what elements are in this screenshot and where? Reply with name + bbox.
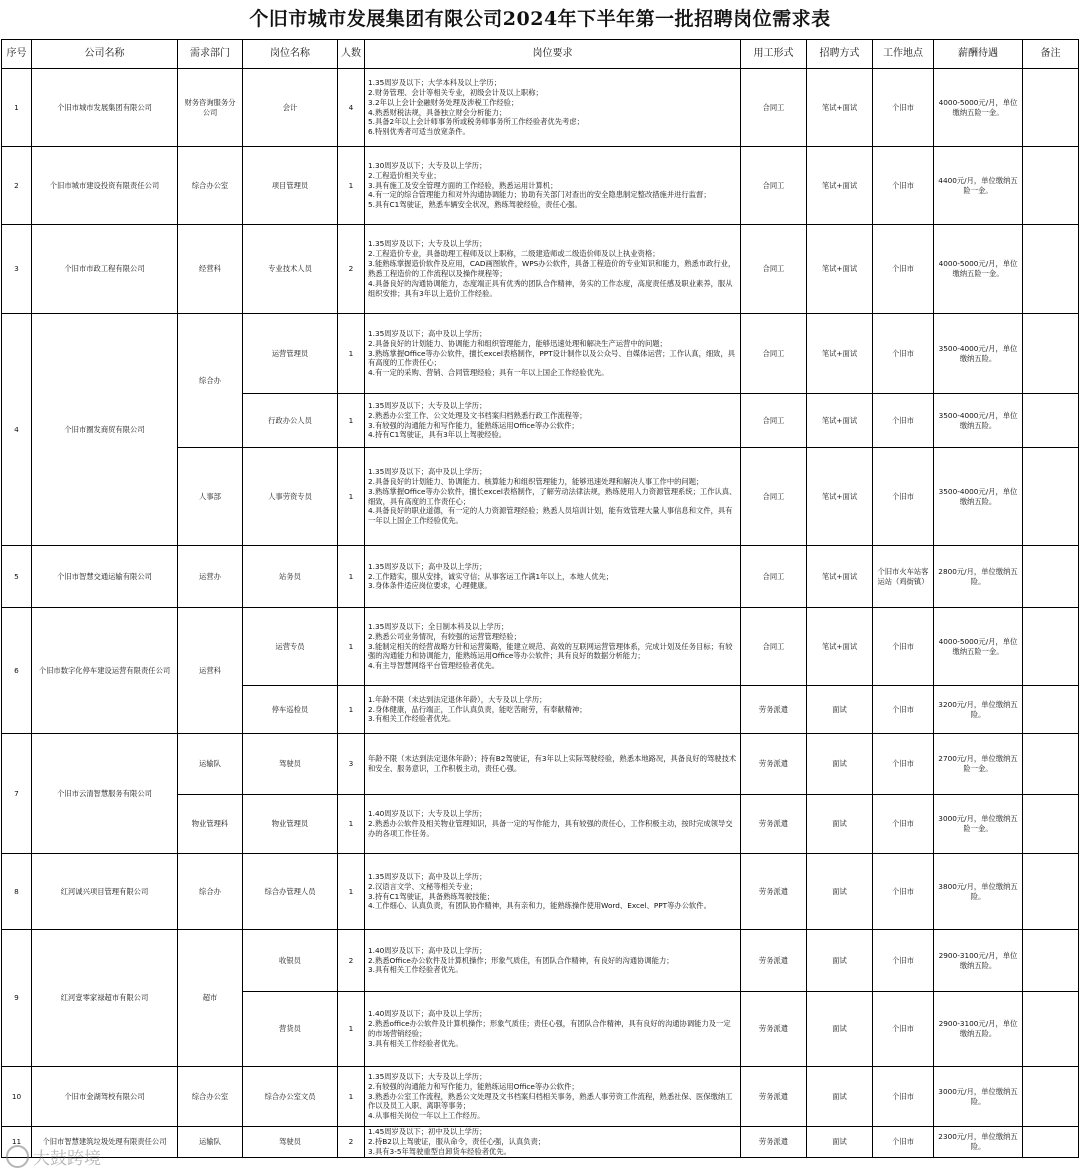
- col-header-requirements: 岗位要求: [365, 40, 741, 69]
- col-header-position: 岗位名称: [243, 40, 338, 69]
- cell-work-place: 个旧市: [873, 448, 934, 546]
- cell-employment-form: 合同工: [741, 546, 807, 608]
- cell-remarks: [1023, 69, 1079, 147]
- table-row: [2, 69, 1079, 147]
- cell-salary: 2800元/月，单位缴纳五险。: [934, 546, 1023, 608]
- cell-seq: 5: [2, 546, 32, 608]
- cell-requirements: 1.40周岁及以下；大专及以上学历； 2.熟悉办公软件及相关物业管理知识，具备一定的写作能力，具有较强的责任心，工作积极主动，按时完成领导交办的各项工作任务。: [365, 795, 741, 854]
- col-header-employment-form: 用工形式: [741, 40, 807, 69]
- cell-seq: 4: [2, 314, 32, 546]
- cell-position: 项目管理员: [243, 147, 338, 225]
- cell-requirements: 1.30周岁及以下；大专及以上学历； 2.工程造价相关专业； 3.具有施工及安全管理方面的工作经验，熟悉运用计算机； 4.有一定的综合管理能力和对外沟通协调能力；协助有关部门对查出的安全隐患制定整改措施并进行监督； 5.具有C1驾驶证，熟悉车辆安全状况，熟练驾驶经验，责任心强。: [365, 147, 741, 225]
- cell-requirements: 1.35周岁及以下；大专及以上学历； 2.有较强的沟通能力和写作能力，能熟练运用Office等办公软件； 3.熟悉办公室工作流程，熟悉公文处理及文书档案归档相关事务，熟悉人事劳资工作流程，熟悉社保、医保缴纳工作以及员工入职、离职等事务； 4.从事相关岗位一年以上工作经历。: [365, 1067, 741, 1127]
- col-header-count: 人数: [338, 40, 365, 69]
- cell-requirements: 1.35周岁及以下；大专及以上学历； 2.工程造价专业，具备助理工程师及以上职称，二级建造师或二级造价师及以上执业资格； 3.能熟练掌握造价软件及应用，CAD画图软件，WPS办公软件，具备工程造价的专业知识和能力，熟悉市政行业，熟悉工程造价的工作流程以及操作规程等； 4.具备良好的沟通协调能力，态度端正具有优秀的团队合作精神，务实的工作态度，高度责任感及职业素养，服从组织安排；具有3年以上造价工作经验。: [365, 225, 741, 314]
- cell-position: 会计: [243, 69, 338, 147]
- cell-dept: 人事部: [178, 448, 243, 546]
- cell-count: 1: [338, 448, 365, 546]
- cell-count: 1: [338, 795, 365, 854]
- table-row: [2, 1127, 1079, 1158]
- cell-requirements: 1.40周岁及以下；高中及以上学历； 2.熟悉office办公软件及计算机操作；形象气质佳；责任心强，有团队合作精神，具有良好的沟通协调能力及一定的市场营销经验； 3.具有相关工作经验者优先。: [365, 992, 741, 1067]
- cell-requirements: 1.35周岁及以下；全日制本科及以上学历； 2.熟悉公司业务情况，有较强的运营管理经验； 3.能制定相关的经营战略方针和运营策略，能建立规范、高效的互联网运营管理体系，完成计划及任务目标；有较强的沟通能力和协调能力，能熟练运用Office等办公软件；具有良好的数据分析能力； 4.有主导智慧网络平台管理经验者优先。: [365, 608, 741, 686]
- recruitment-table: [1, 39, 1079, 1158]
- cell-requirements: 1.35周岁及以下；大专及以上学历； 2.熟悉办公室工作、公文处理及文书档案归档熟悉行政工作流程等； 3.有较强的沟通能力和写作能力，能熟练运用Office等办公软件； 4.持有C1驾驶证，具有3年以上驾驶经验。: [365, 394, 741, 448]
- cell-recruit-method: 面试: [807, 1067, 873, 1127]
- cell-work-place: 个旧市: [873, 608, 934, 686]
- page-title: 个旧市城市发展集团有限公司2024年下半年第一批招聘岗位需求表: [249, 8, 831, 30]
- cell-count: 1: [338, 314, 365, 394]
- cell-remarks: [1023, 448, 1079, 546]
- cell-count: 1: [338, 608, 365, 686]
- cell-salary: 3500-4000元/月，单位缴纳五险。: [934, 394, 1023, 448]
- cell-count: 1: [338, 686, 365, 734]
- cell-recruit-method: 笔试+面试: [807, 394, 873, 448]
- cell-remarks: [1023, 314, 1079, 394]
- cell-company: 个旧市城市发展集团有限公司: [32, 69, 178, 147]
- cell-company: 个旧市数字化停车建设运营有限责任公司: [32, 608, 178, 734]
- cell-remarks: [1023, 1127, 1079, 1158]
- cell-company: 个旧市智慧建筑垃圾处理有限责任公司: [32, 1127, 178, 1158]
- table-row: [2, 1067, 1079, 1127]
- cell-company: 红河诚兴项目管理有限公司: [32, 854, 178, 930]
- col-header-salary: 薪酬待遇: [934, 40, 1023, 69]
- cell-employment-form: 合同工: [741, 394, 807, 448]
- col-header-dept: 需求部门: [178, 40, 243, 69]
- cell-recruit-method: 笔试+面试: [807, 225, 873, 314]
- cell-employment-form: 合同工: [741, 225, 807, 314]
- table-row: [2, 734, 1079, 795]
- cell-salary: 3000元/月，单位缴纳五险一金。: [934, 795, 1023, 854]
- cell-position: 综合办公室文员: [243, 1067, 338, 1127]
- cell-work-place: 个旧市: [873, 686, 934, 734]
- cell-remarks: [1023, 394, 1079, 448]
- cell-salary: 3500-4000元/月，单位缴纳五险。: [934, 314, 1023, 394]
- cell-recruit-method: 笔试+面试: [807, 147, 873, 225]
- cell-company: 个旧市城市建设投资有限责任公司: [32, 147, 178, 225]
- cell-work-place: 个旧市: [873, 930, 934, 992]
- cell-dept: 综合办: [178, 854, 243, 930]
- cell-dept: 经营科: [178, 225, 243, 314]
- cell-employment-form: 劳务派遣: [741, 1127, 807, 1158]
- table-row: [2, 314, 1079, 394]
- cell-recruit-method: 面试: [807, 686, 873, 734]
- cell-remarks: [1023, 147, 1079, 225]
- cell-work-place: 个旧市: [873, 1067, 934, 1127]
- cell-position: 专业技术人员: [243, 225, 338, 314]
- cell-count: 4: [338, 69, 365, 147]
- cell-work-place: 个旧市火车站客运站（鸡街镇）: [873, 546, 934, 608]
- cell-recruit-method: 面试: [807, 795, 873, 854]
- cell-dept: 运营科: [178, 608, 243, 734]
- cell-position: 停车巡检员: [243, 686, 338, 734]
- cell-employment-form: 劳务派遣: [741, 686, 807, 734]
- cell-position: 站务员: [243, 546, 338, 608]
- cell-recruit-method: 笔试+面试: [807, 448, 873, 546]
- cell-seq: 11: [2, 1127, 32, 1158]
- table-row: [2, 147, 1079, 225]
- cell-count: 1: [338, 546, 365, 608]
- cell-remarks: [1023, 854, 1079, 930]
- cell-requirements: 1.35周岁及以下；高中及以上学历； 2.具备良好的计划能力、协调能力和组织管理能力，能够迅速处理和解决生产运营中的问题； 3.熟练掌握Office等办公软件，擅长excel表格制作，PPT设计制作以及公众号、自媒体运营；工作认真，细致，具有高度的工作责任心； 4.有一定的采购、营销、合同管理经验；具有一年以上国企工作经验优先。: [365, 314, 741, 394]
- cell-position: 收银员: [243, 930, 338, 992]
- cell-count: 1: [338, 992, 365, 1067]
- cell-employment-form: 劳务派遣: [741, 795, 807, 854]
- header-row: [2, 40, 1079, 69]
- cell-requirements: 年龄不限（未达到法定退休年龄）；持有B2驾驶证，有3年以上实际驾驶经验，熟悉本地路况，具备良好的驾驶技术和安全、服务意识，工作积极主动，责任心强。: [365, 734, 741, 795]
- cell-recruit-method: 笔试+面试: [807, 608, 873, 686]
- cell-recruit-method: 面试: [807, 854, 873, 930]
- cell-employment-form: 合同工: [741, 147, 807, 225]
- cell-salary: 2300元/月，单位缴纳五险。: [934, 1127, 1023, 1158]
- cell-position: 人事劳资专员: [243, 448, 338, 546]
- cell-requirements: 1.35周岁及以下；高中及以上学历； 2.工作踏实，服从安排，诚实守信；从事客运工作满1年以上，本地人优先； 3.身体条件适应岗位要求，心理健康。: [365, 546, 741, 608]
- cell-seq: 2: [2, 147, 32, 225]
- cell-work-place: 个旧市: [873, 147, 934, 225]
- table-row: [2, 546, 1079, 608]
- cell-seq: 7: [2, 734, 32, 854]
- cell-recruit-method: 面试: [807, 930, 873, 992]
- cell-salary: 2700元/月，单位缴纳五险一金。: [934, 734, 1023, 795]
- cell-salary: 3500-4000元/月，单位缴纳五险。: [934, 448, 1023, 546]
- cell-count: 2: [338, 1127, 365, 1158]
- cell-position: 驾驶员: [243, 734, 338, 795]
- cell-count: 3: [338, 734, 365, 795]
- cell-employment-form: 劳务派遣: [741, 992, 807, 1067]
- cell-dept: 综合办: [178, 314, 243, 448]
- cell-recruit-method: 面试: [807, 1127, 873, 1158]
- cell-company: 个旧市市政工程有限公司: [32, 225, 178, 314]
- cell-dept: 财务咨询服务分公司: [178, 69, 243, 147]
- cell-remarks: [1023, 546, 1079, 608]
- cell-requirements: 1.45周岁及以下；初中及以上学历； 2.持B2以上驾驶证，服从命令，责任心强，认真负责； 3.具有3-5年驾驶重型自卸货车经验者优先。: [365, 1127, 741, 1158]
- cell-seq: 6: [2, 608, 32, 734]
- cell-work-place: 个旧市: [873, 992, 934, 1067]
- cell-remarks: [1023, 992, 1079, 1067]
- cell-remarks: [1023, 225, 1079, 314]
- cell-work-place: 个旧市: [873, 734, 934, 795]
- cell-remarks: [1023, 1067, 1079, 1127]
- cell-remarks: [1023, 930, 1079, 992]
- cell-recruit-method: 笔试+面试: [807, 69, 873, 147]
- table-row: [2, 930, 1079, 992]
- col-header-remarks: 备注: [1023, 40, 1079, 69]
- cell-requirements: 1.年龄不限（未达到法定退休年龄），大专及以上学历； 2.身体健康，品行端正，工作认真负责，能吃苦耐劳，有奉献精神； 3.有相关工作经验者优先。: [365, 686, 741, 734]
- cell-position: 综合办管理人员: [243, 854, 338, 930]
- col-header-company: 公司名称: [32, 40, 178, 69]
- cell-requirements: 1.35周岁及以下；高中及以上学历； 2.具备良好的计划能力、协调能力、核算能力和组织管理能力，能够迅速处理和解决人事工作中的问题； 3.熟练掌握Office等办公软件，擅长excel表格制作，了解劳动法律法规，熟练使用人力资源管理系统；工作认真、细致，具有高度的工作责任心； 4.具备良好的职业道德，有一定的人力资源管理经验；熟悉人员培训计划，能有效管理大量人事信息和文件，具有一年以上国企工作经验优先。: [365, 448, 741, 546]
- cell-seq: 8: [2, 854, 32, 930]
- cell-salary: 4000-5000元/月，单位缴纳五险一金。: [934, 69, 1023, 147]
- cell-work-place: 个旧市: [873, 1127, 934, 1158]
- col-header-recruit-method: 招聘方式: [807, 40, 873, 69]
- cell-position: 运营管理员: [243, 314, 338, 394]
- cell-dept: 运营办: [178, 546, 243, 608]
- cell-seq: 1: [2, 69, 32, 147]
- cell-work-place: 个旧市: [873, 854, 934, 930]
- cell-recruit-method: 笔试+面试: [807, 314, 873, 394]
- cell-remarks: [1023, 734, 1079, 795]
- cell-count: 1: [338, 147, 365, 225]
- cell-salary: 3000元/月，单位缴纳五险。: [934, 1067, 1023, 1127]
- cell-position: 物业管理员: [243, 795, 338, 854]
- cell-work-place: 个旧市: [873, 314, 934, 394]
- cell-salary: 2900-3100元/月，单位缴纳五险。: [934, 930, 1023, 992]
- cell-remarks: [1023, 795, 1079, 854]
- cell-salary: 4400元/月，单位缴纳五险一金。: [934, 147, 1023, 225]
- cell-company: 个旧市云清智慧服务有限公司: [32, 734, 178, 854]
- cell-remarks: [1023, 608, 1079, 686]
- cell-employment-form: 合同工: [741, 69, 807, 147]
- cell-count: 1: [338, 854, 365, 930]
- cell-employment-form: 合同工: [741, 608, 807, 686]
- cell-work-place: 个旧市: [873, 225, 934, 314]
- cell-count: 1: [338, 394, 365, 448]
- cell-employment-form: 合同工: [741, 314, 807, 394]
- cell-position: 运营专员: [243, 608, 338, 686]
- cell-position: 驾驶员: [243, 1127, 338, 1158]
- cell-dept: 运输队: [178, 1127, 243, 1158]
- cell-seq: 3: [2, 225, 32, 314]
- cell-recruit-method: 面试: [807, 992, 873, 1067]
- cell-employment-form: 劳务派遣: [741, 930, 807, 992]
- cell-recruit-method: 面试: [807, 734, 873, 795]
- cell-dept: 综合办公室: [178, 1067, 243, 1127]
- table-row: [2, 608, 1079, 686]
- col-header-work-place: 工作地点: [873, 40, 934, 69]
- cell-dept: 物业管理科: [178, 795, 243, 854]
- cell-company: 红河壹零家禄超市有限公司: [32, 930, 178, 1067]
- cell-seq: 9: [2, 930, 32, 1067]
- cell-dept: 综合办公室: [178, 147, 243, 225]
- cell-recruit-method: 笔试+面试: [807, 546, 873, 608]
- cell-count: 1: [338, 1067, 365, 1127]
- cell-work-place: 个旧市: [873, 795, 934, 854]
- cell-requirements: 1.35周岁及以下；高中及以上学历； 2.汉语言文学、文秘等相关专业； 3.持有C1驾驶证，具备熟练驾驶技能； 4.工作细心、认真负责，有团队协作精神，具有亲和力，能熟练操作使用Word、Excel、PPT等办公软件。: [365, 854, 741, 930]
- cell-employment-form: 劳务派遣: [741, 854, 807, 930]
- cell-requirements: 1.35周岁及以下；大学本科及以上学历； 2.财务管理、会计等相关专业，初级会计及以上职称； 3.2年以上会计金融财务处理及涉税工作经验； 4.熟悉财税法规，具备独立财会分析能力； 5.具备2年以上会计师事务所或税务师事务所工作经验者优先考虑； 6.特别优秀者可适当放宽条件。: [365, 69, 741, 147]
- watermark-text: 大鼓跨境: [33, 1149, 101, 1169]
- cell-employment-form: 劳务派遣: [741, 1067, 807, 1127]
- cell-company: 个旧市金湖驾校有限公司: [32, 1067, 178, 1127]
- cell-salary: 3200元/月，单位缴纳五险。: [934, 686, 1023, 734]
- cell-position: 行政办公人员: [243, 394, 338, 448]
- cell-position: 营货员: [243, 992, 338, 1067]
- cell-salary: 4000-5000元/月，单位缴纳五险一金。: [934, 225, 1023, 314]
- table-row: [2, 225, 1079, 314]
- cell-dept: 超市: [178, 930, 243, 1067]
- cell-work-place: 个旧市: [873, 394, 934, 448]
- cell-requirements: 1.40周岁及以下；高中及以上学历； 2.熟悉Office办公软件及计算机操作；形象气质佳，有团队合作精神，有良好的沟通协调能力； 3.具有相关工作经验者优先。: [365, 930, 741, 992]
- cell-salary: 2900-3100元/月，单位缴纳五险。: [934, 992, 1023, 1067]
- cell-employment-form: 劳务派遣: [741, 734, 807, 795]
- cell-employment-form: 合同工: [741, 448, 807, 546]
- cell-salary: 4000-5000元/月，单位缴纳五险一金。: [934, 608, 1023, 686]
- cell-salary: 3800元/月，单位缴纳五险。: [934, 854, 1023, 930]
- cell-seq: 10: [2, 1067, 32, 1127]
- cell-remarks: [1023, 686, 1079, 734]
- cell-work-place: 个旧市: [873, 69, 934, 147]
- table-row: [2, 854, 1079, 930]
- cell-dept: 运输队: [178, 734, 243, 795]
- cell-count: 2: [338, 930, 365, 992]
- cell-company: 个旧市圈发商贸有限公司: [32, 314, 178, 546]
- col-header-seq: 序号: [2, 40, 32, 69]
- cell-company: 个旧市智慧交通运输有限公司: [32, 546, 178, 608]
- cell-count: 2: [338, 225, 365, 314]
